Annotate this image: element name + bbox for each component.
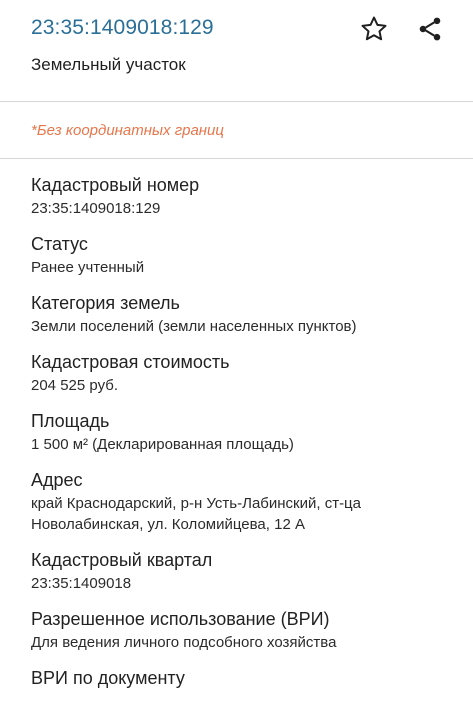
- no-boundaries-warning: *Без координатных границ: [31, 122, 224, 139]
- property-status: [31, 232, 463, 278]
- property-value: Для ведения личного подсобного хозяйства: [31, 634, 337, 651]
- property-value: 1 500 м² (Декларированная площадь): [31, 436, 294, 453]
- property-label: Разрешенное использование (ВРИ): [31, 609, 330, 629]
- property-label: ВРИ по документу: [31, 668, 185, 688]
- property-address: [31, 468, 463, 535]
- property-value: Земли поселений (земли населенных пунктов): [31, 318, 357, 335]
- property-permitted-use-by-document: [31, 666, 463, 690]
- cadastral-number-title: 23:35:1409018:129: [31, 16, 214, 39]
- star-outline-icon: [359, 14, 389, 44]
- property-value[interactable]: 23:35:1409018: [31, 575, 132, 592]
- property-label: Статус: [31, 234, 88, 254]
- object-type-label: Земельный участок: [31, 55, 186, 74]
- property-cadastral-quarter: [31, 548, 463, 594]
- share-icon: [416, 15, 444, 43]
- property-label: Кадастровая стоимость: [31, 352, 230, 372]
- share-button[interactable]: [413, 12, 447, 46]
- property-value: 204 525 руб.: [31, 377, 118, 394]
- property-land-category: [31, 291, 463, 337]
- property-label: Адрес: [31, 470, 83, 490]
- property-value[interactable]: край Краснодарский, р-н Усть-Лабинский, ст-ца Новолабинская, ул. Коломийцева, 12 А: [31, 495, 361, 533]
- property-value[interactable]: 23:35:1409018:129: [31, 200, 161, 217]
- object-header: [0, 0, 473, 102]
- property-label: Категория земель: [31, 293, 180, 313]
- property-area: [31, 409, 463, 455]
- property-label: Площадь: [31, 411, 110, 431]
- properties-list: [31, 173, 463, 703]
- property-permitted-use: [31, 607, 463, 653]
- favorite-button[interactable]: [357, 12, 391, 46]
- property-cadastral-number: [31, 173, 463, 219]
- warning-row: [0, 102, 473, 159]
- property-cadastral-value: [31, 350, 463, 396]
- property-label: Кадастровый номер: [31, 175, 200, 195]
- property-label: Кадастровый квартал: [31, 550, 213, 570]
- property-value: Ранее учтенный: [31, 259, 145, 276]
